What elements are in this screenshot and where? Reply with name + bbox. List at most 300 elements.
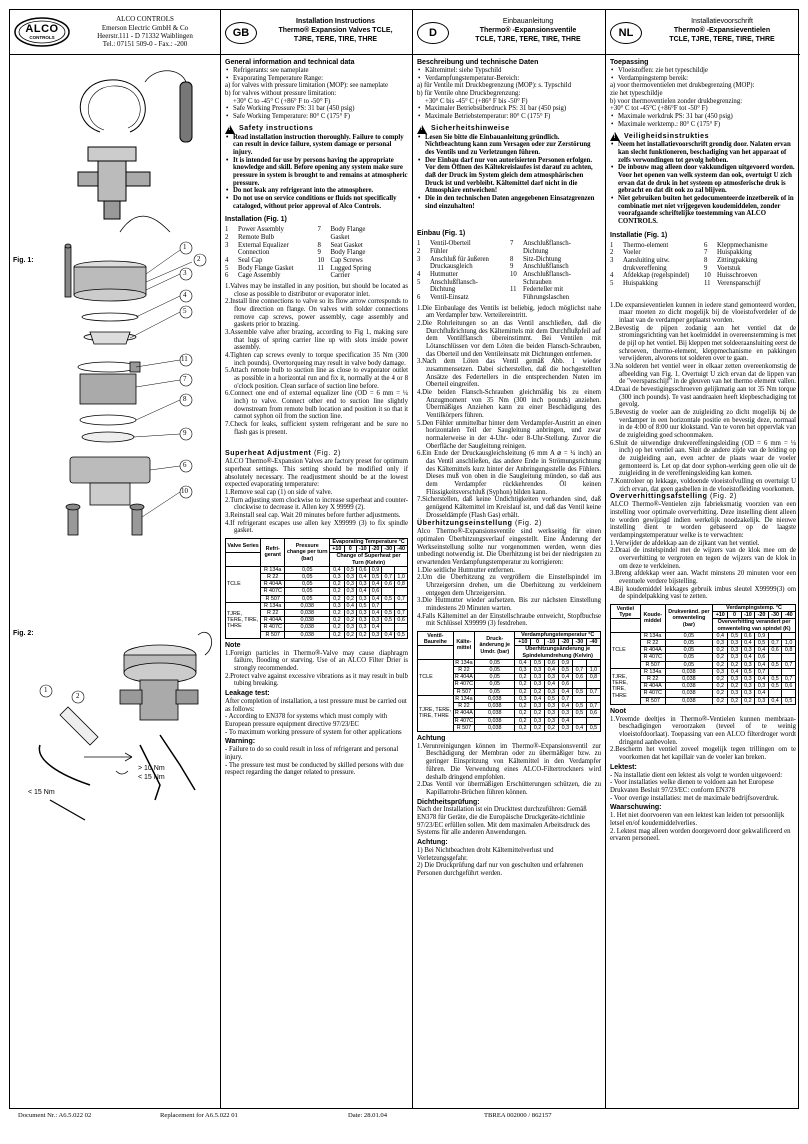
fig2-torque-lt2: < 15 Nm	[28, 789, 55, 796]
warning-icon	[417, 125, 427, 134]
superheat-cell: 0,3	[531, 717, 545, 724]
superheat-cell: 0,2	[713, 654, 728, 661]
pressure-cell: 0,038	[285, 617, 330, 624]
temp-header: -30	[572, 639, 586, 646]
superheat-cell: 0,4	[344, 602, 356, 609]
part-name: Ventil-Einsatz	[430, 293, 469, 301]
part-number: 6	[704, 241, 708, 249]
superheat-cell: 0,2	[515, 717, 531, 724]
superheat-cell: 0,2	[344, 617, 356, 624]
refrigerant-cell: R 507	[640, 697, 665, 704]
refrigerant-cell: R 22	[640, 676, 665, 683]
superheat-cell	[782, 654, 796, 661]
refrigerant-cell: R 507	[640, 661, 665, 668]
col-evap-temp: Evaporating Temperature °C	[330, 539, 408, 546]
pressure-cell: 0,05	[475, 688, 515, 695]
part-name: Gasket	[330, 233, 350, 241]
superheat-cell: 0,3	[544, 717, 558, 724]
part-number: 8	[317, 241, 321, 249]
col-pressure-change: Drukveränd. per omwenteling (bar)	[665, 605, 712, 633]
part-name: External Equalizer	[238, 241, 289, 249]
superheat-cell: 0,5	[572, 688, 586, 695]
refrigerant-cell: R 134a	[453, 695, 474, 702]
superheat-cell: 0,2	[713, 647, 728, 654]
superheat-cell	[782, 690, 796, 697]
refrigerant-cell: R 134a	[261, 602, 285, 609]
part-number: 11	[704, 279, 711, 287]
temp-header: -20	[755, 612, 769, 619]
part-number: 8	[704, 256, 708, 264]
part-number: 2	[225, 233, 229, 241]
superheat-cell	[586, 681, 600, 688]
superheat-cell: 0,4	[713, 632, 728, 639]
part-name: Power Assembly	[238, 226, 284, 234]
valve-series-cell: TCLE	[226, 566, 261, 602]
table-row	[418, 659, 601, 666]
superheat-cell: 0,4	[741, 640, 755, 647]
nl-header	[606, 10, 800, 55]
d-installation-heading: Einbau (Fig. 1)	[417, 230, 466, 238]
superheat-cell: 0,3	[531, 667, 545, 674]
col-valve-series: Ventiel Type	[611, 605, 641, 619]
part-name: Huisschroeven	[717, 272, 758, 280]
superheat-cell: 0,3	[558, 710, 572, 717]
refrigerant-cell: R 407C	[261, 624, 285, 631]
pressure-cell: 0,038	[665, 668, 712, 675]
gb-language-badge: GB	[225, 22, 257, 44]
part-number: 1	[417, 240, 421, 248]
superheat-cell: 0,3	[544, 710, 558, 717]
superheat-cell: 0,2	[330, 617, 344, 624]
fig2-callout-1: 1	[44, 686, 48, 694]
superheat-cell	[382, 602, 395, 609]
superheat-cell: 0,3	[330, 602, 344, 609]
superheat-cell: 0,7	[558, 695, 572, 702]
superheat-cell: 0,2	[515, 724, 531, 731]
superheat-cell: 0,4	[369, 581, 382, 588]
superheat-cell: 0,3	[755, 683, 769, 690]
superheat-cell: 0,3	[344, 624, 356, 631]
part-number: 7	[704, 249, 708, 257]
part-number	[318, 234, 329, 242]
part-name: Sitz-Dichtung	[523, 255, 562, 263]
superheat-cell: 0,6	[369, 588, 382, 595]
d-language-badge: D	[417, 22, 449, 44]
part-number: 6	[225, 272, 229, 280]
d-body: Beschreibung und technische Daten • Kältemittel: siehe Typschild • Verdampfungstemperatur-Bereich: a) für Ventile mit Druckbegrenzung (MOP): s. Typschild b) für Ventile ohne Druckbegrenzung: +30° C bis -45° C (+86° F bis -50° F) • Maximaler Betriebsüberdruck PS: 31 bar (450 psig) • Maximale Betriebstemperatur: 80° C (175° F) ! Sicherheitshinweise • Lesen Sie bitte die Einbauanleitung gründlich. Nichtbeachtung kann zum Versagen oder zur Zerstörung des Ventils und zu Verletzungen führen. • Der Einbau darf nur von autorisierten Personen erfolgen. Vor dem Öffnen des Kältekreislaufes ist darauf zu achten, daß der Druck im System gleich dem atmosphärischen Druck ist und verbleibt. Kältemittel darf nicht in die Atmosphäre entweichen! • Die in den technischen Daten angegebenen Einsatzgrenzen sind einzuhalten! Einbau (Fig. 1) 1 Ventil-Oberteil 7 Anschlußflansch- 2 Fühler Dichtung 3 Anschluß für äußeren 8 Sitz-Dichtung Druckausgleich 9 Anschlußflansch 4 Hutmutter 10 Anschlußflansch- 5 Anschlußflansch- Schrauben Dichtung 11 Federteller mit 6 Ventil-Einsatz Führungslaschen 1.Die Einbaulage des Ventils ist beliebig, jedoch möglichst nahe am Verdampfer bzw. Verteilereintritt. 2.Die Rohrleitungen so an das Ventil anschließen, daß die Durchflußrichtung des Kältemittels mit dem Durchflußpfeil auf dem Ventilflansch übereinstimmt. Bei Ventilen mit Lötanschlüssen vor dem Löten die beiden Flansch-Schrauben, das Oberteil und den Ventileinsatz mit Dichtungen entfernen. 3.Nach dem Löten das Ventil gemäß Abb. 1 wieder zusammensetzen. Dabei sicherstellen, daß die hochgestellten Ansätze des Federtellers in die entsprechenden Nuten im Oberteil eingreifen. 4.Die beiden Flansch-Schrauben gleichmäßig bis zu einem Anzugmoment von 35 Nm (300 inch pounds) anziehen. Übermäßiges Anziehen kann zu einer Beschädigung des Ventilkörpers führen. 5.Den Fühler unmittelbar hinter dem Verdampfer-Austritt an einen horizontalen Teil der Saugleitung anbringen, und zwar normalerweise in der 4-Uhr- oder 8-Uhr-Stellung. Zuvor die Oberfläche der Saugleitung reinigen. 6.Ein Ende der Druckausgleichsleitung (6 mm A ⌀ = ¼ inch) an das Ventil anschließen, das andere Ende in Strömungsrichtung des Kältemittels kurz hinter der Anbringungsstelle des Fühlers. Dieses muß von oben in die Saugleitung münden, so daß aus dem Verdampfer rückkehrendes Öl keinen Flüssigkeitsverschluß (Syphon) bilden kann. 7.Sicherstellen, daß keine Undichtigkeiten vorhanden sind, daß genügend Kältemittel im Kreislauf ist, und daß das Ventil keine Drosseldämpfe (Flash Gas) erhält. Überhitzungseinstellung (Fig. 2) Alco Thermo®-Expansionsventile sind werkseitig für einen optimalen Überhitzungsverlauf eingestellt. Eine Änderung der Werkseinstellung sollte nur vorgenommen werden, wenn dies unbedingt notwendig ist. Die Überhitzung ist bei der niedrigsten zu erwartenden Verdampfungstemperatur zu korrigieren: 1.Die seitliche Hutmutter entfernen. 2.Um die Überhitzung zu vergrößern die Einstellspindel im Uhrzeigersinn drehen, um die Überhitzung zu verkleinern entgegen dem Uhrzeigersinn. 3.Die Hutmutter wieder aufsetzen. Bis zur nächsten Einstellung mindestens 20 Minuten warten. 4.Falls Kältemittel an der Einstellschraube entweicht, Stopfbuchse mit Schlüssel X99999 (3) festdrehen. Ventil-Baureihe Kälte-mittel Druck-änderung je Umdr. (bar) Verdampfungstemperatur °C +10 0 -10 -20 -30 -40 Überhitzungsänderung je Spindelumdrehung (Kelvin) TCLE R 134a 0,05 0,4 0,5 0,6 0,9 R 22 0,05 0,3 0,3 0,4 0,5 0,7 1,0 R 404A 0,05 0,2 0,3 0,3 0,4 0,6 0,8 R 407C 0,05 0,2 0,3 0,4 0,6 R 507 0,05 0,2 0,2 0,3 0,4 0,5 0,7 TJRE, TERE, TIRE, THRE R 134a 0,038 0,3 0,4 0,5 0,7 R 22 0,038 0,2 0,3 0,3 0,4 0,5 0,7 R 404A 0,038 0,2 0,2 0,3 0,3 0,5 0,6 R 407C 0,038 0,2 0,3 0,3 0,4 R 507 0,038 0,2 0,2 0,2 0,3 0,4 0,5 Achtung 1.Verunreinigungen können im Thermo®-Expansionsventil zur Beschädigung der Membran oder zu übermäßiger bzw. zu geringer Einspritzung von Kältemittel in den Verdampfer führen. Die Verwendung eines ALCO-Filtertrockners wird deshalb dringend empfohlen. 2.Das Ventil vor übermäßigen Erschütterungen schützen, die zu Kapillarrohr-Brüchen führen können. Dichtheitsprüfung: Nach der Installation ist ein Druckttest durchzuführen: Gemäß EN378 für Geräte, die die Europäische Druckgeräte-richtlinie 97/23/EC erfüllen sollen. Mit dem maximalen Arbeitsdruck des Systems für alle anderen Anwendungen. Achtung: 1) Bei Nichtbeachten droht Kältemittelverlust und Verletzungsgefahr. 2) Die Druckprüfung darf nur von geschulten und erfahrenen Personen durchgeführt werden.	[413, 55, 605, 878]
superheat-cell: 0,5	[382, 617, 395, 624]
superheat-cell	[382, 566, 395, 573]
superheat-cell: 0,7	[395, 595, 408, 602]
superheat-cell: 0,4	[558, 688, 572, 695]
pressure-cell: 0,05	[285, 595, 330, 602]
superheat-cell: 0,2	[515, 710, 531, 717]
superheat-cell	[782, 632, 796, 639]
table-row	[611, 632, 796, 639]
part-number	[318, 272, 329, 280]
refrigerant-cell: R 507	[261, 595, 285, 602]
superheat-cell: 0,2	[356, 631, 369, 638]
superheat-cell	[782, 668, 796, 675]
superheat-cell: 0,3	[356, 610, 369, 617]
superheat-cell	[572, 717, 586, 724]
fig2-callout-2: 2	[76, 692, 80, 700]
superheat-cell	[395, 588, 408, 595]
refrigerant-cell: R 404A	[454, 674, 473, 681]
pressure-cell: 0,038	[285, 610, 330, 617]
superheat-cell	[768, 632, 782, 639]
superheat-cell: 0,4	[356, 574, 369, 581]
superheat-cell: 0,5	[356, 602, 369, 609]
logo-text: ALCO	[25, 23, 59, 35]
superheat-cell: 0,9	[755, 632, 769, 639]
d-leak-heading: Dichtheitsprüfung:	[417, 798, 480, 806]
part-name: Aansluiting uitw.	[623, 256, 670, 264]
part-number: 11	[317, 264, 325, 272]
refrigerant-cell: R 22	[640, 640, 665, 647]
superheat-cell: 0,5	[728, 632, 741, 639]
superheat-cell: 0,3	[344, 610, 356, 617]
part-name: Thermo-element	[623, 241, 669, 249]
superheat-cell: 0,2	[330, 610, 344, 617]
part-number: 9	[317, 249, 321, 257]
superheat-cell	[768, 690, 782, 697]
superheat-cell: 0,3	[544, 688, 558, 695]
company-line1: Emerson Electric GmbH & Co	[101, 23, 189, 32]
superheat-cell: 0,7	[782, 676, 796, 683]
part-number	[510, 294, 521, 302]
nl-parts-list	[610, 242, 796, 288]
alco-logo	[14, 17, 70, 47]
superheat-cell: 0,9	[558, 659, 572, 666]
company-line2: Heerstr.111 - D 71332 Waiblingen	[97, 32, 193, 40]
superheat-cell: 0,7	[369, 602, 382, 609]
superheat-cell: 0,4	[369, 595, 382, 602]
d-general-heading: Beschreibung und technische Daten	[417, 59, 539, 66]
part-number: 6	[417, 293, 421, 301]
part-number: 9	[510, 263, 514, 271]
superheat-cell	[395, 566, 408, 573]
part-number: 4	[610, 272, 614, 280]
superheat-cell: 1,0	[782, 640, 796, 647]
gb-body: General information and technical data • Refrigerants: see nameplate • Evaporating Temperature Range: a) for valves with pressure limitation (MOP): see nameplate b) for valves without pressure limitation: +30° C to -45° C (+86° F to -50° F) • Safe Working Pressure PS: 31 bar (450 psig) • Safe Working Temperature: 80° C (175° F) ! Safety instructions • Read installation instruction thoroughly. Failure to comply can result in device failure, system damage or personal injury. • It is intended for use by persons having the appropriate knowledge and skill. Before opening any system make sure pressure in system is brought to and remains at atmospheric pressure. • Do not leak any refrigerant into the atmosphere. • Do not use on service conditions or fluids not specifically cataloged, without prior approval of Alco Controls. Installation (Fig. 1) 1 Power Assembly 7 Body Flange 2 Remote Bulb Gasket 3 External Equalizer 8 Seat Gasket Connection 9 Body Flange 4 Seal Cap 10 Cap Screws 5 Body Flange Gasket 11 Lugged Spring 6 Cage Assembly Carrier 1.Valves may be installed in any position, but should be located as close as possible to distributor or evaporator inlet. 2.Install line connections to valve so its flow arrow corresponds to flow direction on flange. On valves with solder connections remove cap screws, power assembly, cage assembly and gaskets prior to brazing. 3.Assemble valve after brazing, according to Fig 1, making sure that lugs of spring carrier line up with slots inside power assembly. 4.Tighten cap screws evenly to torque specification 35 Nm (300 inch pounds). Overtorqueing may result in valve body damage. 5.Attach remote bulb to suction line as close to evaporator outlet as possible in a horizontal run and fix it, normally at the 4 or 8 o'clock position. Clean surface of suction line before. 6.Connect one end of external equalizer line (OD = 6 mm = ¼ inch) to valve. Connect other end to suction line slightly downstream from remote bulb location and position it so that it cannot syphon oil from the suction line. 7.Check for leaks, sufficient system refrigerant and be sure no flash gas is present. Superheat Adjustment (Fig. 2) ALCO Thermo®-Expansion Valves are factory preset for optimum superheat settings. This setting should be modified only if absolutely necessary. The readjustment should be at the lowest expected evaporating temperature: 1.Remove seal cap (1) on side of valve. 2.Turn adjusting stem clockwise to increase superheat and counter-clockwise to decrease it. Allen key X 99999 (2). 3.Reinstall seal cap. Wait 20 minutes before further adjustments. 4.If refrigerant escapes use allen key X99999 (3) to fix spindle gasket. Valve Series Refri-gerant Pressure change per turn (bar) Evaporating Temperature °C +10 0 -10 -20 -30 -40 Change of Superheat per Turn (Kelvin) TCLE R 134a 0,05 0,4 0,5 0,6 0,9 R 22 0,05 0,3 0,3 0,4 0,5 0,7 1,0 R 404A 0,05 0,2 0,3 0,3 0,4 0,6 0,8 R 407C 0,05 0,2 0,3 0,4 0,6 R 507 0,05 0,2 0,2 0,3 0,4 0,5 0,7 TJRE, TERE, TIRE, THRE R 134a 0,038 0,3 0,4 0,5 0,7 R 22 0,038 0,2 0,3 0,3 0,4 0,5 0,7 R 404A 0,038 0,2 0,2 0,3 0,3 0,5 0,6 R 407C 0,038 0,2 0,3 0,3 0,4 R 507 0,038 0,2 0,2 0,2 0,3 0,4 0,5 Note 1.Foreign particles in Thermo®-Valve may cause diaphragm failure, flooding or starving. Use of an ALCO Filter Drier is strongly recommended. 2.Protect valve against excessive vibrations as it may result in bulb tubing breaking. Leakage test: After completion of installation, a test pressure must be carried out as follows: - According to EN378 for systems which must comply with European pressure equipment directive 97/23/EC - To maximum working pressure of system for other applications Warning: - Failure to do so could result in loss of refrigerant and personal injury. - The pressure test must be conducted by skilled persons with due respect regarding the danger related to pressure.	[221, 55, 412, 777]
superheat-cell	[572, 681, 586, 688]
refrigerant-cell: R 134a	[261, 566, 285, 573]
nl-safety-heading: ! Veiligheidsinstrukties	[610, 132, 796, 141]
superheat-cell: 0,5	[572, 703, 586, 710]
part-name: Hutmutter	[430, 270, 458, 278]
superheat-cell: 0,2	[728, 683, 741, 690]
german-column	[413, 10, 606, 1108]
part-number: 3	[225, 241, 229, 249]
table-row	[226, 602, 408, 609]
temp-header: -40	[395, 546, 408, 553]
superheat-cell: 0,5	[768, 676, 782, 683]
superheat-cell	[768, 654, 782, 661]
superheat-cell: 0,3	[356, 617, 369, 624]
fig1-callout-9: 9	[183, 429, 187, 437]
refrigerant-cell: R 507	[453, 724, 474, 731]
temp-header: -20	[558, 639, 572, 646]
gb-safety-heading: ! Safety instructions	[225, 125, 408, 134]
superheat-cell: 0,3	[531, 703, 545, 710]
superheat-cell: 0,3	[713, 640, 728, 647]
part-number: 4	[225, 256, 229, 264]
part-name: Dichtung	[523, 247, 549, 255]
nl-superheat-heading: Oververhittingsafstelling (Fig. 2)	[610, 493, 737, 501]
col-valve-series: Ventil-Baureihe	[418, 632, 454, 646]
part-number: 10	[510, 270, 517, 278]
pressure-cell: 0,038	[665, 690, 712, 697]
superheat-cell: 0,2	[531, 724, 545, 731]
part-name: Druckausgleich	[430, 263, 473, 271]
superheat-cell: 0,2	[728, 697, 741, 704]
col-superheat-change: Oververhitting verandert per omwenteling van spindel (K)	[713, 619, 796, 632]
superheat-cell: 0,2	[515, 674, 531, 681]
part-number: 11	[510, 286, 517, 294]
fig1-callout-11: 11	[181, 355, 188, 363]
col-pressure-change: Pressure change per turn (bar)	[285, 539, 330, 567]
temp-header: +10	[713, 612, 728, 619]
part-name: Fühler	[430, 247, 448, 255]
part-name: Anschlußflansch-	[430, 278, 478, 286]
superheat-cell: 0,7	[572, 667, 586, 674]
part-number: 1	[610, 241, 614, 249]
nl-notes: 1.Vreemde deeltjes in Thermo®-Ventielen kunnen membraan-beschadigingen veroorzaken (teveel of te weinig vloeistofdoorlaat). Toepassing van een ALCO filterdroger wordt dringend aanbevolen. 2.Bescherm het ventiel zoveel mogelijk tegen trillingen om te voorkomen dat het kapillair van de voeler kan breken.	[610, 715, 796, 762]
footer-document-number: Document Nr.: A6.5.022 02	[18, 1112, 92, 1119]
valve-series-cell: TJRE, TERE, TIRE, THRE	[226, 602, 261, 638]
nl-body: Toepassing • Vloeistoffen: zie het typeschildje • Verdampingstemp bereik: a) voor thermoventielen met drukbegrenzing (MOP): zie het typeschildje b) voor thermoventielen zonder drukbegrenzing: +30° C tot -45°C (+86°F tot -50° F) • Maximale werkdruk PS: 31 bar (450 psig) • Maximale werktemp.: 80° C (175° F) ! Veiligheidsinstrukties • Neem het installatievoorschrift grondig door. Nalaten ervan kan slecht funktioneren, beschadiging van het apparaat of zelfs verwondingen tot gevolg hebben. • De inbouw mag alleen door vakkundigen uitgevoerd worden. Voor het openen van welk systeem dan ook, overtuigt U zich ervan dat de druk in het systeem op atmosferische druk is gebracht en dat dit ook zo zal blijven. • Niet gebruiken buiten het gedocumenteerde inzetbereik of in combinatie met niet vrijgegeven koudemiddelen, zonder voorafgaande schriftelijke toestemming van ALCO CONTROLS. Installatie (Fig. 1) 1 Thermo-element 6 Kleppmechanisme 2 Voeler 7 Huispakking 3 Aansluiting uitw. 8 Zittingpakking drukvereffening 9 Voetstuk 4 Afdekkap (regelspindel) 10 Huisschroeven 5 Huispakking 11 Verenspanschijf 1.De expansieventielen kunnen in iedere stand gemonteerd worden, maar moeten zo dicht mogelijk bij de vloeistofverdeler of de inlaat van de verdamper geplaatst worden. 2.Bevestig de pijpen zodanig aan het ventiel dat de stromingsrichting van het koelmiddel in overeenstemming is met de pijl op het ventiel. Bij kleppen met soldeeraansluiting eerst de schroeven, thermo-element, kleppmechanisme en pakkingen verwijderen, alvorens tot solderen over te gaan. 3.Na solderen het ventiel weer in elkaar zetten overeenkomstig de afbeelding van Fig. 1. Overtuigt U zich ervan dat de lippen van de "veerspanschijf" in de gleuven van het thermo element vallen. 4.Draai de bevestigingsschroeven gelijkmatig aan tot 35 Nm torque (300 inch pounds). Te vast aandraaien heeft klepbeschadiging tot gevolg. 5.Bevestig de voeler aan de zuigleiding zo dicht mogelijk bij de verdamper in een horizontale positie en bevestig deze, normaal in de 4:00 of 8:00 uur klokstand. Van te voren het oppervlak van de zuigleiding goed schoonmaken. 6.Sluit de uitwendige drukvereffeningsleiding (OD = 6 mm = ¼ inch) op het ventiel aan. Sluit de andere zijde van de leiding op de zuigleiding aan, even achter de plaats waar de voeler gemonteerd is. Let op dat door syphon-werking geen olie uit de zuigleiding in de vereffeningsleiding kan komen. 7.Kontroleer op lekkage, voldoende vloeistofvulling en overtuigt U zich ervan, dat geen gasbellen in de vloeistofleiding voorkomen. Oververhittingsafstelling (Fig. 2) ALCO Thermo®-Ventielen zijn fabrieksmatig voorzien van een instelling voor optimale oververhitting. Deze instelling dient alleen te worden gewijzigd indien werkelijk noodzakelijk. De nieuwe instelling dient te worden gebaseerd op de laagste verdampingstemperatuur welke is te verwachten: 1.Verwijder de afdekkap aan de zijkant van het ventiel. 2.Draai de instelspindel met de wijzers van de klok mee om de oververhitting te vergroten en tegen de wijzers van de klok in om deze te verkleinen. 3.Breng afdekkap weer aan. Wacht minstens 20 minuten voor een eventuele verdere bijstelling. 4.Bij koudemiddel lekkages gebruik imbus sleutel X99999(3) om de spindelpakking vast te zetten. Ventiel Type Koude-middel Drukveränd. per omwenteling (bar) Verdampingstemp. °C +10 0 -10 -20 -30 -40 Oververhitting verandert per omwenteling van spindel (K) TCLE R 134a 0,05 0,4 0,5 0,6 0,9 R 22 0,05 0,3 0,3 0,4 0,5 0,7 1,0 R 404A 0,05 0,2 0,3 0,3 0,4 0,6 0,8 R 407C 0,05 0,2 0,3 0,4 0,6 R 507 0,05 0,2 0,2 0,3 0,4 0,5 0,7 TJRE, TERE, TIRE, THRE R 134a 0,038 0,3 0,4 0,5 0,7 R 22 0,038 0,2 0,3 0,3 0,4 0,5 0,7 R 404A 0,038 0,2 0,2 0,3 0,3 0,5 0,6 R 407C 0,038 0,2 0,3 0,3 0,4 R 507 0,038 0,2 0,2 0,2 0,3 0,4 0,5 Noot 1.Vreemde deeltjes in Thermo®-Ventielen kunnen membraan-beschadigingen veroorzaken (teveel of te weinig vloeistofdoorlaat). Toepassing van een ALCO filterdroger wordt dringend aanbevolen. 2.Bescherm het ventiel zoveel mogelijk tegen trillingen om te voorkomen dat het kapillair van de voeler kan breken. Lektest: - Na installatie dient een lektest als volgt te worden uitgevoerd: - Voor installaties welke dienen te voldoen aan het Europese Drukvaten Besluit 97/23/EC: conform EN378 - Voor overige installaties: met de maximale bedrijfsoverdruk. Waarschuwing: 1. Het niet doorvoeren van een lektest kan leiden tot persoonlijk letsel en/of koudemiddelverlies. 2. Lektest mag alleen worden doorgevoerd door gekwalificeerd en ervaren personeel.	[606, 55, 800, 843]
part-name: Cap Screws	[330, 256, 363, 264]
part-name: Dichtung	[430, 286, 456, 294]
d-installation-steps: 1.Die Einbaulage des Ventils ist beliebig, jedoch möglichst nahe am Verdampfer bzw. Verteilereintritt. 2.Die Rohrleitungen so an das Ventil anschließen, daß die Durchflußrichtung des Kältemittels mit dem Durchflußpfeil auf dem Ventilflansch übereinstimmt. Bei Ventilen mit Lötanschlüssen vor dem Löten die beiden Flansch-Schrauben, das Oberteil und den Ventileinsatz mit Dichtungen entfernen. 3.Nach dem Löten das Ventil gemäß Abb. 1 wieder zusammensetzen. Dabei sicherstellen, daß die hochgestellten Ansätze des Federtellers in die entsprechenden Nuten im Oberteil eingreifen. 4.Die beiden Flansch-Schrauben gleichmäßig bis zu einem Anzugmoment von 35 Nm (300 inch pounds) anziehen. Übermäßiges Anziehen kann zu einer Beschädigung des Ventilkörpers führen. 5.Den Fühler unmittelbar hinter dem Verdampfer-Austritt an einen horizontalen Teil der Saugleitung anbringen, und zwar normalerweise in der 4-Uhr- oder 8-Uhr-Stellung. Zuvor die Oberfläche der Saugleitung reinigen. 6.Ein Ende der Druckausgleichsleitung (6 mm A ⌀ = ¼ inch) an das Ventil anschließen, das andere Ende in Strömungsrichtung des Kältemittels kurz hinter der Anbringungsstelle des Fühlers. Dieses muß von oben in die Saugleitung münden, so daß aus dem Verdampfer rückkehrendes Öl keinen Flüssigkeitsverschluß (Syphon) bilden kann. 7.Sicherstellen, daß keine Undichtigkeiten vorhanden sind, daß genügend Kältemittel im Kreislauf ist, und daß das Ventil keine Drosseldämpfe (Flash Gas) erhält.	[417, 304, 601, 519]
superheat-cell: 0,5	[741, 668, 755, 675]
part-name: drukvereffening	[623, 264, 667, 272]
superheat-cell: 0,2	[544, 724, 558, 731]
superheat-cell: 0,3	[356, 581, 369, 588]
superheat-cell: 0,2	[728, 661, 741, 668]
superheat-cell: 0,3	[728, 676, 741, 683]
pressure-cell: 0,05	[475, 674, 515, 681]
temp-header: -40	[586, 639, 600, 646]
superheat-cell: 0,3	[755, 697, 769, 704]
pressure-cell: 0,038	[475, 717, 515, 724]
part-number: 8	[510, 255, 514, 263]
fig1-callout-8: 8	[183, 395, 187, 403]
gb-general-list: • Refrigerants: see nameplate • Evaporating Temperature Range: a) for valves with pressure limitation (MOP): see nameplate b) for valves without pressure limitation: +30° C to -45° C (+86° F to -50° F) • Safe Working Pressure PS: 31 bar (450 psig) • Safe Working Temperature: 80° C (175° F)	[225, 67, 408, 121]
fig2-torque-gt: > 10 Nm	[138, 765, 165, 772]
refrigerant-cell: R 22	[453, 703, 474, 710]
temp-header: 0	[531, 639, 545, 646]
superheat-cell: 0,3	[713, 668, 728, 675]
superheat-cell: 0,3	[344, 574, 356, 581]
part-number: 10	[317, 256, 325, 264]
gb-installation-heading: Installation (Fig. 1)	[225, 216, 287, 224]
pressure-cell: 0,038	[475, 710, 515, 717]
refrigerant-cell: R 507	[453, 688, 474, 695]
nl-superheat-text: ALCO Thermo®-Ventielen zijn fabrieksmatig voorzien van een instelling voor optimale oververhitting. Deze instelling dient alleen te worden gewijzigd indien werkelijk noodzakelijk. De nieuwe instelling dient te worden gebaseerd op de laagste verdampingstemperatuur welke is te verwachten:	[610, 501, 796, 539]
superheat-cell: 0,3	[741, 676, 755, 683]
d-notes: 1.Verunreinigungen können im Thermo®-Expansionsventil zur Beschädigung der Membran oder zu übermäßiger bzw. zu geringer Einspritzung von Kältemittel in den Verdampfer führen. Die Verwendung eines ALCO-Filtertrockners wird deshalb dringend empfohlen. 2.Das Ventil vor übermäßigen Erschütterungen schützen, die zu Kapillarrohr-Brüchen führen können.	[417, 742, 601, 796]
pressure-cell: 0,038	[285, 624, 330, 631]
fig1-callout-7: 7	[183, 375, 187, 383]
superheat-cell: 0,3	[344, 581, 356, 588]
nl-leak-heading: Lektest:	[610, 763, 637, 771]
part-name: Huispakking	[623, 279, 658, 287]
table-row	[611, 668, 796, 675]
pressure-cell: 0,05	[285, 588, 330, 595]
col-evap-temp: Verdampingstemp. °C	[713, 605, 796, 612]
part-number	[417, 263, 428, 271]
part-number: 10	[704, 272, 711, 280]
superheat-cell: 0,2	[330, 595, 344, 602]
superheat-cell: 0,5	[768, 683, 782, 690]
fig1-callout-6: 6	[183, 461, 187, 469]
superheat-cell: 0,5	[395, 631, 408, 638]
valve-series-cell: TJRE, TERE, TIRE, THRE	[611, 668, 641, 704]
d-header	[413, 10, 605, 55]
superheat-cell	[768, 668, 782, 675]
superheat-cell: 0,4	[369, 610, 382, 617]
superheat-cell: 0,7	[586, 703, 600, 710]
gb-parts-list	[225, 226, 408, 280]
part-number: 4	[417, 270, 421, 278]
superheat-cell: 0,2	[330, 624, 344, 631]
part-name: Kleppmechanisme	[717, 241, 768, 249]
company-line3: Tel.: 07151 509-0 - Fax.: -200	[102, 40, 188, 49]
fig1-callout-5: 5	[183, 307, 187, 315]
superheat-cell: 0,4	[531, 695, 545, 702]
superheat-cell	[382, 588, 395, 595]
d-superheat-table	[417, 631, 601, 732]
part-name: Verenspanschijf	[717, 279, 761, 287]
superheat-cell	[395, 624, 408, 631]
nl-general-list: • Vloeistoffen: zie het typeschildje • Verdampingstemp bereik: a) voor thermoventielen met drukbegrenzing (MOP): zie het typeschildje b) voor thermoventielen zonder drukbegrenzing: +30° C tot -45°C (+86°F tot -50° F) • Maximale werkdruk PS: 31 bar (450 psig) • Maximale werktemp.: 80° C (175° F)	[610, 67, 796, 128]
fig2-adjustment-diagram	[20, 625, 220, 825]
superheat-cell: 0,2	[713, 697, 728, 704]
gb-safety-list: • Read installation instruction thoroughly. Failure to comply can result in device failure, system damage or personal injury. • It is intended for use by persons having the appropriate knowledge and skill. Before opening any system make sure pressure in system is brought to and remains at atmospheric pressure. • Do not leak any refrigerant into the atmosphere. • Do not use on service conditions or fluids not specifically cataloged, without prior approval of Alco Controls.	[225, 134, 408, 211]
part-number: 5	[417, 278, 421, 286]
col-refrigerant: Koude-middel	[640, 605, 665, 633]
superheat-cell: 0,2	[713, 683, 728, 690]
pressure-cell: 0,05	[665, 647, 712, 654]
pressure-cell: 0,05	[285, 581, 330, 588]
superheat-cell: 0,3	[369, 631, 382, 638]
superheat-cell: 0,5	[586, 724, 600, 731]
superheat-cell: 0,4	[558, 717, 572, 724]
nl-title: Installatievoorschrift Thermo® -Expansieventielen TCLE, TJRE, TERE, TIRE, THRE	[669, 18, 775, 43]
refrigerant-cell: R 407C	[454, 717, 474, 724]
fig1-callout-10: 10	[181, 487, 188, 495]
refrigerant-cell: R 404A	[640, 647, 665, 654]
refrigerant-cell: R 22	[261, 574, 285, 581]
superheat-cell: 0,3	[728, 640, 741, 647]
superheat-cell: 0,4	[515, 659, 531, 666]
superheat-cell: 0,3	[728, 654, 741, 661]
superheat-cell	[586, 717, 600, 724]
superheat-cell: 0,5	[544, 695, 558, 702]
d-safety-heading: ! Sicherheitshinweise	[417, 125, 601, 134]
superheat-cell: 0,7	[382, 574, 395, 581]
gb-warning-heading: Warning:	[225, 738, 256, 746]
superheat-cell: 0,3	[544, 674, 558, 681]
pressure-cell: 0,05	[665, 640, 712, 647]
gb-superheat-heading: Superheat Adjustment (Fig. 2)	[225, 450, 341, 458]
part-name: Seat Gasket	[330, 241, 363, 249]
gb-superheat-table	[225, 538, 408, 639]
d-title: Einbauanleitung Thermo® -Expansionsventile TCLE, TJRE, TERE, TIRE, THRE	[475, 18, 581, 43]
superheat-cell: 0,3	[728, 690, 741, 697]
temp-header: -10	[544, 639, 558, 646]
gb-leak-heading: Leakage test:	[225, 690, 270, 698]
figure-column	[10, 10, 221, 1108]
col-refrigerant: Kälte-mittel	[453, 632, 474, 660]
superheat-cell	[395, 602, 408, 609]
part-number	[510, 248, 521, 256]
superheat-cell: 0,2	[330, 588, 344, 595]
part-name: Federteller mit	[523, 286, 564, 294]
fig1-callout-4: 4	[183, 291, 187, 299]
superheat-cell: 0,8	[782, 647, 796, 654]
refrigerant-cell: R 404A	[261, 581, 285, 588]
superheat-cell	[382, 624, 395, 631]
superheat-cell: 0,3	[741, 647, 755, 654]
superheat-cell: 0,2	[515, 703, 531, 710]
part-name: Lugged Spring	[330, 264, 372, 272]
gb-superheat-text: ALCO Thermo®-Expansion Valves are factory preset for optimum superheat settings. This setting should be modified only if absolutely necessary. The readjustment should be at the lowest expected evaporating temperature:	[225, 458, 408, 489]
superheat-cell: 0,3	[531, 681, 545, 688]
part-number: 5	[225, 264, 229, 272]
d-warning-heading: Achtung:	[417, 839, 448, 847]
superheat-cell: 0,4	[728, 668, 741, 675]
part-number: 3	[417, 255, 421, 263]
pressure-cell: 0,038	[285, 602, 330, 609]
fig2-torque-lt: < 15 Nm	[138, 774, 165, 781]
gb-superheat-steps: 1.Remove seal cap (1) on side of valve. 2.Turn adjusting stem clockwise to increase superheat and counter-clockwise to decrease it. Allen key X 99999 (2). 3.Reinstall seal cap. Wait 20 minutes before further adjustments. 4.If refrigerant escapes use allen key X99999 (3) to fix spindle gasket.	[225, 488, 408, 535]
part-number	[417, 286, 428, 294]
superheat-cell: 0,3	[741, 690, 755, 697]
pressure-cell: 0,038	[285, 631, 330, 638]
refrigerant-cell: R 22	[261, 610, 285, 617]
part-name: Connection	[238, 249, 270, 257]
superheat-cell: 1,0	[586, 667, 600, 674]
superheat-cell: 0,6	[382, 581, 395, 588]
nl-installation-heading: Installatie (Fig. 1)	[610, 231, 668, 239]
part-name: Schrauben	[523, 278, 552, 286]
superheat-cell: 0,4	[544, 681, 558, 688]
refrigerant-cell: R 407C	[261, 588, 285, 595]
superheat-cell: 0,5	[344, 566, 356, 573]
refrigerant-cell: R 507	[261, 631, 285, 638]
superheat-cell: 0,5	[768, 661, 782, 668]
part-number	[510, 279, 521, 287]
fig1-label: Fig. 1:	[13, 257, 34, 264]
valve-series-cell: TCLE	[611, 632, 641, 668]
superheat-cell: 0,3	[728, 647, 741, 654]
temp-header: -20	[369, 546, 382, 553]
superheat-cell: 0,8	[586, 674, 600, 681]
superheat-cell: 0,4	[356, 588, 369, 595]
superheat-cell: 0,5	[382, 610, 395, 617]
temp-header: -40	[782, 612, 796, 619]
english-column	[221, 10, 413, 1108]
superheat-cell: 0,4	[544, 667, 558, 674]
part-number: 7	[510, 240, 514, 248]
superheat-cell: 0,4	[558, 674, 572, 681]
part-name: Body Flange	[330, 249, 366, 257]
superheat-cell: 0,6	[395, 617, 408, 624]
superheat-cell: 0,6	[741, 632, 755, 639]
